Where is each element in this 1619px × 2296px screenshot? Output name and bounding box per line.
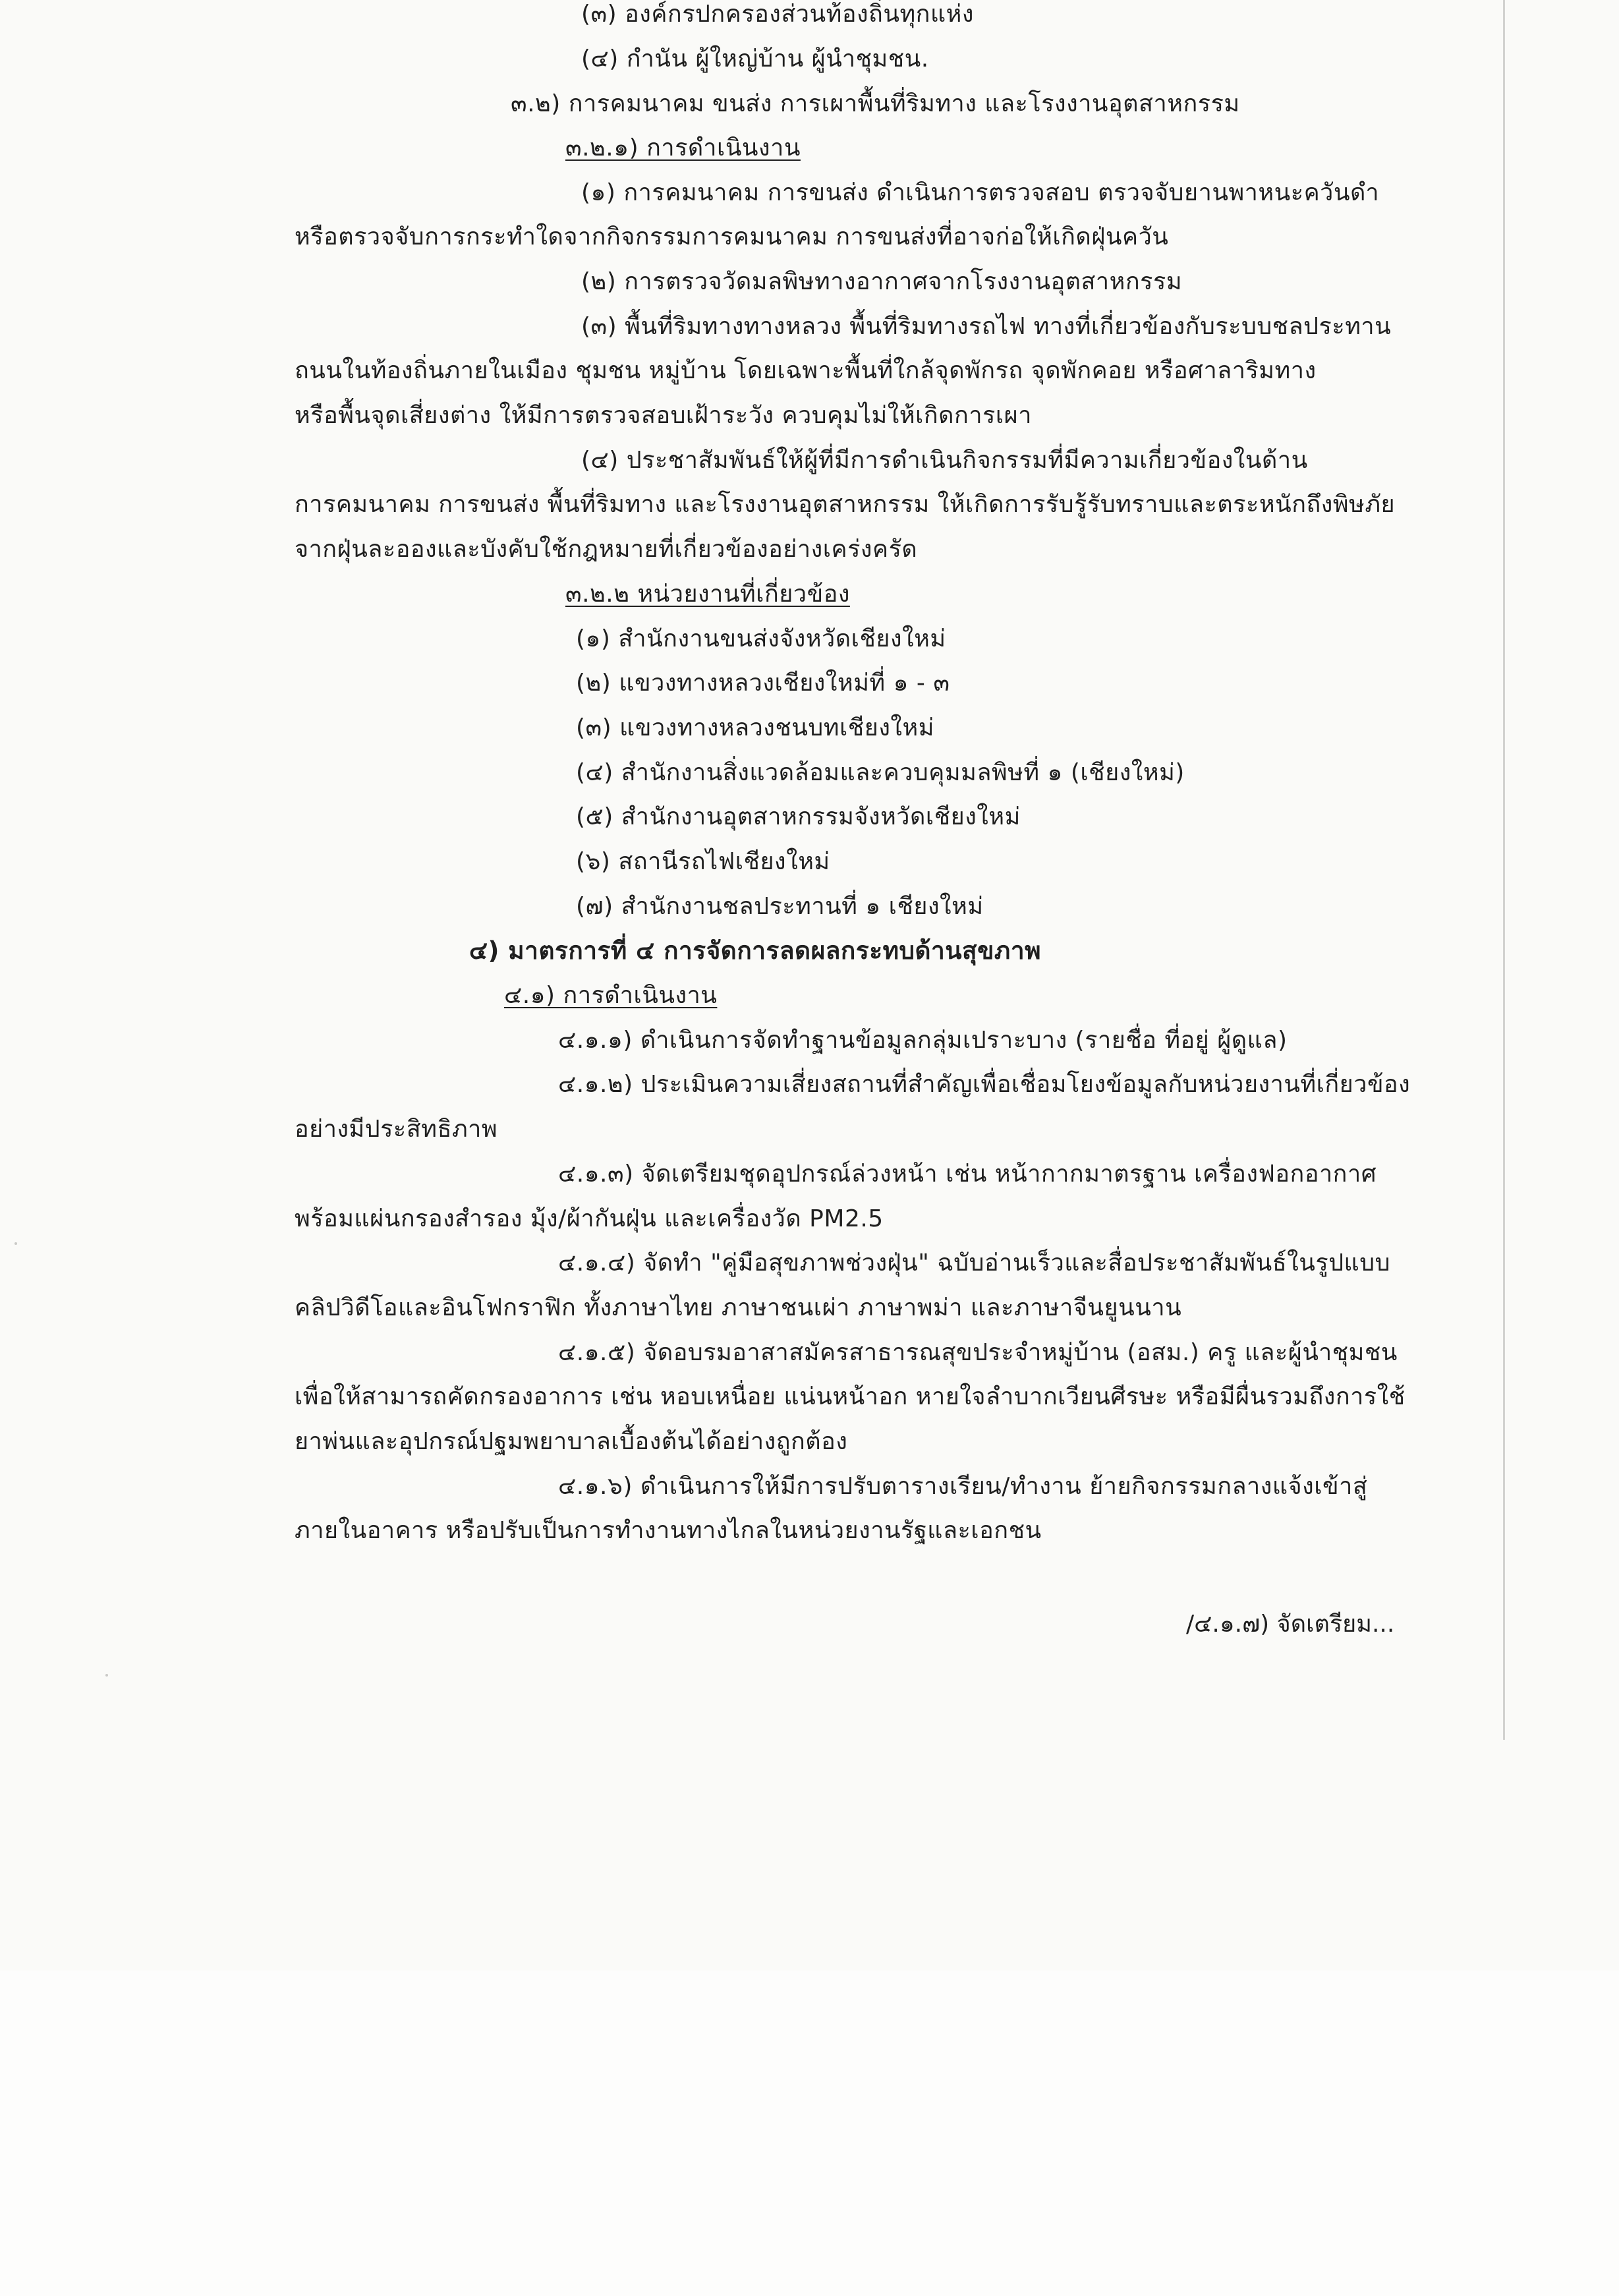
text-line-9: ถนนในท้องถิ่นภายในเมือง ชุมชน หมู่บ้าน โดยเฉพาะพื้นที่ใกล้จุดพักรถ จุดพักคอย หรือศาลาริมทาง xyxy=(295,357,1317,384)
text-line-13: จากฝุ่นละอองและบังคับใช้กฎหมายที่เกี่ยวข้องอย่างเคร่งครัด xyxy=(295,536,918,563)
text-line-8: (๓) พื้นที่ริมทางทางหลวง พื้นที่ริมทางรถไฟ ทางที่เกี่ยวข้องกับระบบชลประทาน xyxy=(581,313,1392,340)
scan-speck xyxy=(14,1242,17,1245)
text-line-5: (๑) การคมนาคม การขนส่ง ดำเนินการตรวจสอบ ตรวจจับยานพาหนะควันดำ xyxy=(581,179,1380,206)
agency-item-3: (๓) แขวงทางหลวงชนบทเชียงใหม่ xyxy=(576,714,934,741)
text-line-1: (๓) องค์กรปกครองส่วนท้องถิ่นทุกแห่ง xyxy=(581,1,974,28)
text-line-30: คลิปวิดีโอและอินโฟกราฟิก ทั้งภาษาไทย ภาษาชนเผ่า ภาษาพม่า และภาษาจีนยูนนาน xyxy=(295,1294,1182,1321)
scan-speck xyxy=(105,1674,108,1677)
text-line-32: เพื่อให้สามารถคัดกรองอาการ เช่น หอบเหนื่อย แน่นหน้าอก หายใจลำบากเวียนศีรษะ หรือมีผื่นรวมถึงการใช้ xyxy=(295,1383,1406,1410)
text-line-24: ๔.๑.๑) ดำเนินการจัดทำฐานข้อมูลกลุ่มเปราะบาง (รายชื่อ ที่อยู่ ผู้ดูแล) xyxy=(558,1027,1288,1054)
page-edge-shadow xyxy=(1503,0,1505,1740)
subheading-3-2-1: ๓.๒.๑) การดำเนินงาน xyxy=(565,134,801,161)
agency-item-5: (๕) สำนักงานอุตสาหกรรมจังหวัดเชียงใหม่ xyxy=(576,803,1021,830)
text-line-2: (๔) กำนัน ผู้ใหญ่บ้าน ผู้นำชุมชน. xyxy=(581,45,929,72)
agency-item-1: (๑) สำนักงานขนส่งจังหวัดเชียงใหม่ xyxy=(576,625,946,652)
subheading-4-1: ๔.๑) การดำเนินงาน xyxy=(504,982,718,1009)
text-line-25: ๔.๑.๒) ประเมินความเสี่ยงสถานที่สำคัญเพื่อเชื่อมโยงข้อมูลกับหน่วยงานที่เกี่ยวข้อง xyxy=(558,1071,1411,1098)
measure-4-heading: ๔) มาตรการที่ ๔ การจัดการลดผลกระทบด้านสุขภาพ xyxy=(469,936,1041,965)
paper-lower xyxy=(0,1970,1619,2296)
text-line-10: หรือพื้นจุดเสี่ยงต่าง ให้มีการตรวจสอบเฝ้าระวัง ควบคุมไม่ให้เกิดการเผา xyxy=(295,402,1032,429)
agency-item-7: (๗) สำนักงานชลประทานที่ ๑ เชียงใหม่ xyxy=(576,893,984,920)
text-line-7: (๒) การตรวจวัดมลพิษทางอากาศจากโรงงานอุตสาหกรรม xyxy=(581,268,1183,295)
text-line-31: ๔.๑.๕) จัดอบรมอาสาสมัครสาธารณสุขประจำหมู่บ้าน (อสม.) ครู และผู้นำชุมชน xyxy=(558,1339,1398,1366)
text-line-35: ภายในอาคาร หรือปรับเป็นการทำงานทางไกลในหน่วยงานรัฐและเอกชน xyxy=(295,1517,1042,1544)
page-continuation: /๔.๑.๗) จัดเตรียม... xyxy=(1186,1611,1395,1638)
text-line-28: พร้อมแผ่นกรองสำรอง มุ้ง/ผ้ากันฝุ่น และเครื่องวัด PM2.5 xyxy=(295,1205,884,1232)
agency-item-2: (๒) แขวงทางหลวงเชียงใหม่ที่ ๑ - ๓ xyxy=(576,670,950,697)
agency-item-4: (๔) สำนักงานสิ่งแวดล้อมและควบคุมมลพิษที่ ๑ (เชียงใหม่) xyxy=(576,759,1185,786)
text-line-33: ยาพ่นและอุปกรณ์ปฐมพยาบาลเบื้องต้นได้อย่างถูกต้อง xyxy=(295,1428,848,1455)
text-line-34: ๔.๑.๖) ดำเนินการให้มีการปรับตารางเรียน/ทำงาน ย้ายกิจกรรมกลางแจ้งเข้าสู่ xyxy=(558,1473,1368,1500)
section-heading-3-2: ๓.๒) การคมนาคม ขนส่ง การเผาพื้นที่ริมทาง และโรงงานอุตสาหกรรม xyxy=(511,90,1240,117)
text-line-11: (๔) ประชาสัมพันธ์ให้ผู้ที่มีการดำเนินกิจกรรมที่มีความเกี่ยวข้องในด้าน xyxy=(581,447,1308,474)
text-line-6: หรือตรวจจับการกระทำใดจากกิจกรรมการคมนาคม การขนส่งที่อาจก่อให้เกิดฝุ่นควัน xyxy=(295,223,1169,250)
subheading-3-2-2: ๓.๒.๒ หน่วยงานที่เกี่ยวข้อง xyxy=(565,581,850,608)
text-line-29: ๔.๑.๔) จัดทำ "คู่มือสุขภาพช่วงฝุ่น" ฉบับอ่านเร็วและสื่อประชาสัมพันธ์ในรูปแบบ xyxy=(558,1249,1390,1277)
text-line-12: การคมนาคม การขนส่ง พื้นที่ริมทาง และโรงงานอุตสาหกรรม ให้เกิดการรับรู้รับทราบและตระหนักถึงพิษภัย xyxy=(295,491,1396,518)
text-line-27: ๔.๑.๓) จัดเตรียมชุดอุปกรณ์ล่วงหน้า เช่น หน้ากากมาตรฐาน เครื่องฟอกอากาศ xyxy=(558,1161,1377,1188)
text-line-26: อย่างมีประสิทธิภาพ xyxy=(295,1116,498,1143)
agency-item-6: (๖) สถานีรถไฟเชียงใหม่ xyxy=(576,848,830,875)
